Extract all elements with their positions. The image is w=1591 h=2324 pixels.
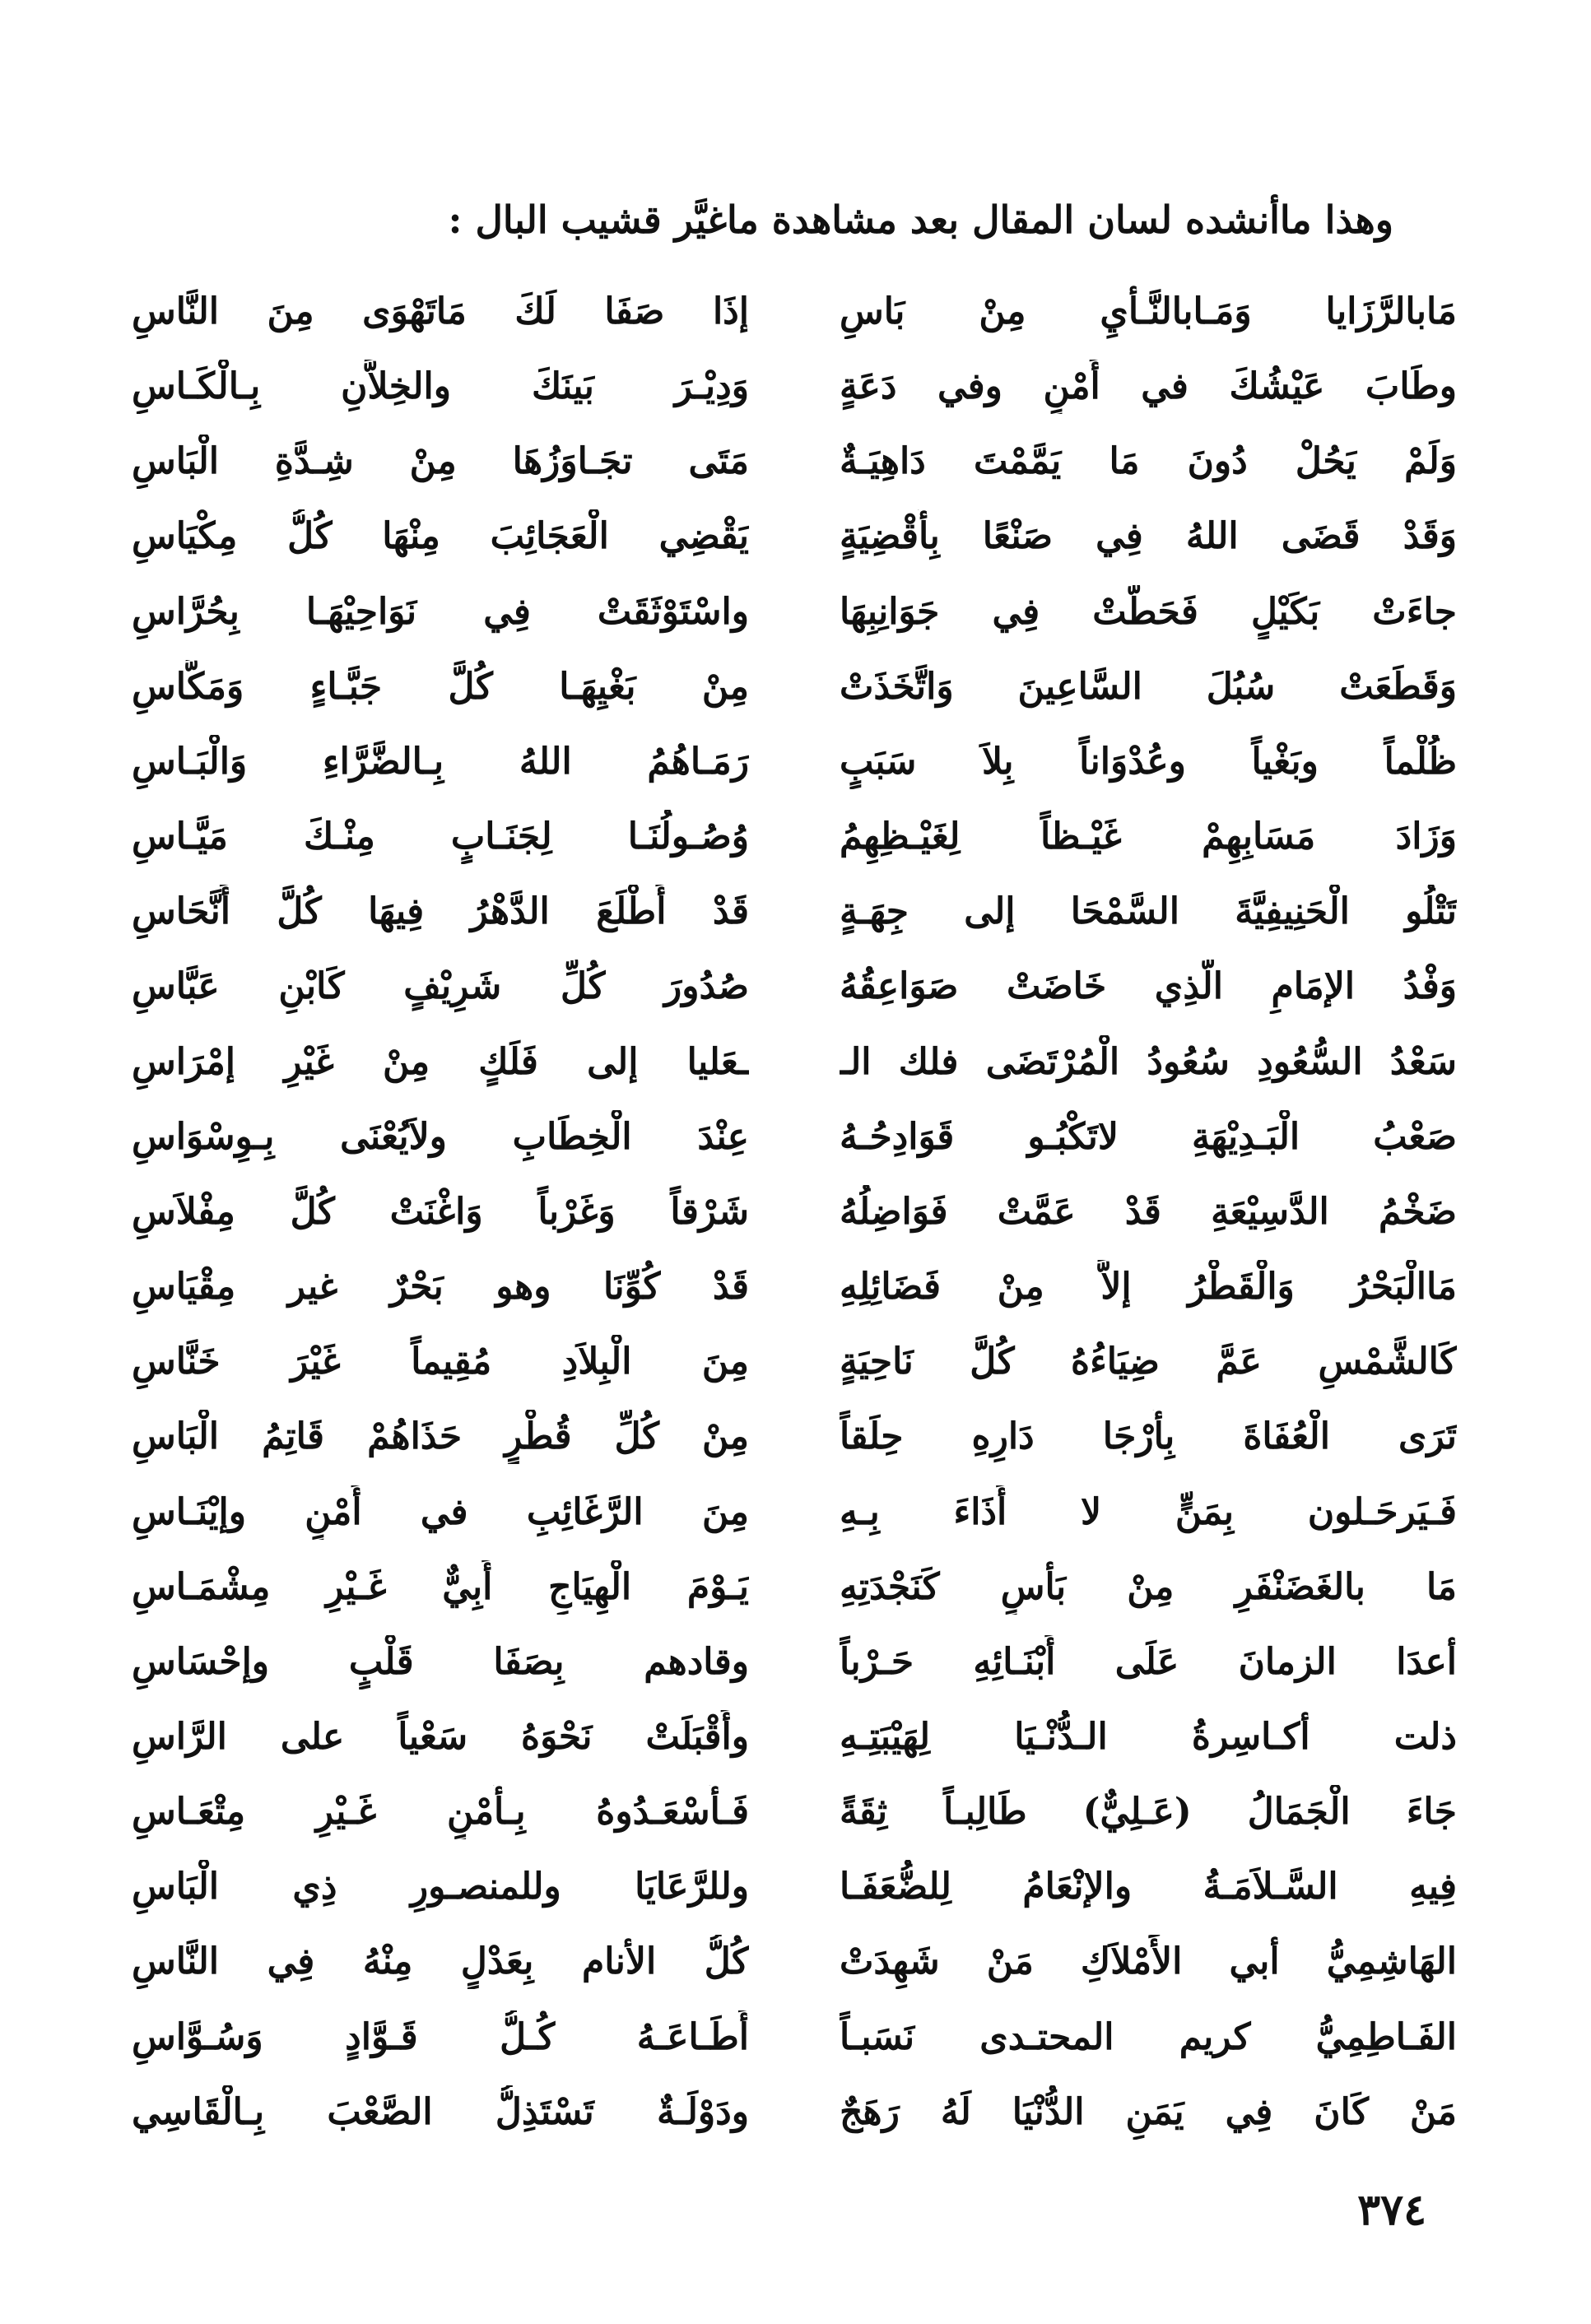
verse-first-hemistich: مَنْ كَانَ فِي يَمَنِ الدُّنْيَا لَهُ رَهَجٌ bbox=[840, 2090, 1457, 2133]
verse-row bbox=[132, 428, 1457, 495]
verse-first-hemistich: الهَاشِمِيُّ أبي الأَمْلاَكِ مَنْ شَهِدَتْ bbox=[840, 1941, 1457, 1983]
verse-second-hemistich: مِنَ الرَّغَائِبِ في أَمْنٍ وإيْنَـاسِ bbox=[132, 1490, 749, 1533]
verse-first-hemistich: سَعْدُ السُّعُودِ سُعُودُ الْمُرْتَضَى فلك الـ bbox=[840, 1040, 1457, 1083]
verse-row bbox=[132, 1853, 1457, 1921]
verse-row bbox=[132, 1703, 1457, 1771]
verse-row bbox=[132, 353, 1457, 421]
verse-second-hemistich: ودَوْلَـةٌ تَسْتَذِلُّ الصَّعْبَ بِـالْقَاسِي bbox=[132, 2090, 749, 2133]
verse-second-hemistich: إذَا صَفَا لَكَ مَاتَهْوَى مِنَ النَّاسِ bbox=[132, 290, 749, 332]
verse-second-hemistich: عِنْدَ الْخِطَابِ ولاَيُعْنَى بِـوِسْوَاسِ bbox=[132, 1115, 749, 1158]
verse-first-hemistich: تَتْلُو الْحَنِيفِيَّةَ السَّمْحَا إلى جِهَـةٍ bbox=[840, 890, 1457, 933]
verse-second-hemistich: وَدِيْـرَ بَينَكَ والخِلاَّنِ بِـالْكَـاسِ bbox=[132, 365, 749, 408]
verse-row bbox=[132, 1629, 1457, 1696]
verse-first-hemistich: وَلَمْ يَحُلْ دُونَ مَا يَمَّمْتَ دَاهِيَـةٌ bbox=[840, 440, 1457, 483]
verse-second-hemistich: قَدْ كُوِّنَا وهو بَحْرٌ غير مِقْيَاسِ bbox=[132, 1266, 749, 1308]
verse-second-hemistich: قَدْ أَطْلَعَ الدَّهْرُ فِيهَا كُلَّ أَنَّحَاسِ bbox=[132, 890, 749, 933]
verse-row bbox=[132, 1029, 1457, 1096]
verse-second-hemistich: شَرْقاً وَغَرْباً وَاغْنَتْ كُلَّ مِفْلاَسِ bbox=[132, 1190, 749, 1233]
verse-first-hemistich: مَابالرَّزَايا وَمَـابالنَّـأْيِ مِنْ بَاسِ bbox=[840, 290, 1457, 332]
verse-second-hemistich: كُلُّ الأنام بِعَدْلٍ مِنْهُ فِي النَّاسِ bbox=[132, 1941, 749, 1983]
verse-second-hemistich: رَمَـاهُمُ اللهُ بِـالضَّرَّاءِ وَالْبَـاسِ bbox=[132, 740, 749, 783]
verse-first-hemistich: مَاالْبَحْرُ وَالْقَطْرُ إلاَّ مِنْ فَضَائِلِهِ bbox=[840, 1266, 1457, 1308]
verse-second-hemistich: واسْتَوْثَقَتْ فِي نَوَاحِيْهَـا بِحُرَّاسِ bbox=[132, 590, 749, 633]
page-number: ٣٧٤ bbox=[1357, 2185, 1426, 2235]
verse-second-hemistich: مِنَ الْبِلاَدِ مُقِيماً غَيْرَ خَنَّاسِ bbox=[132, 1341, 749, 1383]
intro-line: وهذا ماأنشده لسان المقال بعد مشاهدة ماغيَّر قشيب البال : bbox=[448, 198, 1393, 242]
verse-first-hemistich: أعدَا الزمانَ عَلَى أَبْنَـائِهِ حَـرْباً bbox=[840, 1640, 1457, 1683]
verse-row bbox=[132, 803, 1457, 871]
verse-first-hemistich: مَا بالغَضَنْفَرِ مِنْ بَأْسٍ كَنَجْدَتِهِ bbox=[840, 1565, 1457, 1608]
verse-row bbox=[132, 278, 1457, 346]
verse-second-hemistich: مِنْ كُلِّ قُطْرٍ حَذَاهُمْ قَاتِمُ الْبَاسِ bbox=[132, 1415, 749, 1458]
verse-first-hemistich: وَقَطَعَتْ سُبُلَ السَّاعِينَ وَاتَّخَذَتْ bbox=[840, 665, 1457, 708]
verse-second-hemistich: يَـوْمَ الْهِيَاجِ أَبِيٌّ غَـيْرِ مِشْمَـاسِ bbox=[132, 1565, 749, 1608]
verse-row bbox=[132, 503, 1457, 570]
verse-row bbox=[132, 579, 1457, 646]
verse-second-hemistich: وُصُـولُنَـا لِجَنَـابٍ مِنْـكَ مَيَّـاسِ bbox=[132, 816, 749, 858]
verse-row bbox=[132, 1253, 1457, 1321]
verse-first-hemistich: صَعْبُ الْبَـدِيْهَةِ لاتَكْبُـو قَوَادِحُـهُ bbox=[840, 1115, 1457, 1158]
verse-first-hemistich: جاءَتْ بَكَيْلٍ فَحَطَّتْ فِي جَوَانِبِهَا bbox=[840, 590, 1457, 633]
verse-row bbox=[132, 2004, 1457, 2071]
verse-second-hemistich: ـعَليا إلى فَلَكٍ مِنْ غَيْرِ إمْرَاسِ bbox=[132, 1040, 749, 1083]
verse-row bbox=[132, 878, 1457, 946]
verse-row bbox=[132, 653, 1457, 721]
verse-row bbox=[132, 2079, 1457, 2146]
verse-row bbox=[132, 1104, 1457, 1171]
verse-second-hemistich: أَطَـاعَـهُ كُـلُّ قَـوَّادٍ وَسُـوَّاسِ bbox=[132, 2015, 749, 2058]
verse-first-hemistich: ذلت أكـاسِرةُ الـدُّنْـيَا لِهَيْبَتِـهِ bbox=[840, 1715, 1457, 1758]
verse-first-hemistich: وَقَدْ قَضَى اللهُ فِي صَنْعًا بِأَقْضِيَةٍ bbox=[840, 515, 1457, 558]
verse-first-hemistich: تَرَى الْعُفَاةَ بِأَرْجَا دَارِهِ حِلَقاً bbox=[840, 1415, 1457, 1458]
verse-first-hemistich: ضَخْمُ الدَّسِيْعَةِ قَدْ عَمَّتْ فَوَاضِلُهُ bbox=[840, 1190, 1457, 1233]
verse-row bbox=[132, 728, 1457, 796]
verse-first-hemistich: ظُلْماً وبَغْياً وعُدْوَاناً بِلاَ سَبَبٍ bbox=[840, 740, 1457, 783]
verse-second-hemistich: وللرَّعَايَا وللمنصـورِ ذِي الْبَاسِ bbox=[132, 1866, 749, 1908]
poem-block bbox=[132, 278, 1457, 2146]
verse-row bbox=[132, 1403, 1457, 1471]
verse-second-hemistich: يَقْضِي الْعَجَائِبَ مِنْهَا كُلُّ مِكْيَاسِ bbox=[132, 515, 749, 558]
verse-second-hemistich: فَـأَسْعَـدُوهُ بِـأَمْنٍ غَـيْرِ مِتْعَـاسِ bbox=[132, 1791, 749, 1834]
verse-first-hemistich: وَفْدُ الإمَامِ الَّذِي خَاضَتْ صَوَاعِقُهُ bbox=[840, 965, 1457, 1008]
verse-row bbox=[132, 1178, 1457, 1246]
verse-row bbox=[132, 1479, 1457, 1546]
verse-first-hemistich: الفَـاطِمِيُّ كريم المحتـدى نَسَبـاً bbox=[840, 2015, 1457, 2058]
verse-second-hemistich: وقادهم بِصَفَا قَلْبٍ وإحْسَاسِ bbox=[132, 1640, 749, 1683]
verse-first-hemistich: فِيهِ السَّـلاَمَـةُ والإنْعَامُ لِلضُّعَفَـا bbox=[840, 1866, 1457, 1908]
verse-second-hemistich: وأَقْبَلَتْ نَحْوَهُ سَعْياً على الرَّاسِ bbox=[132, 1715, 749, 1758]
verse-second-hemistich: صُدُورَ كُلِّ شَرِيْفٍ كَابْنِ عَبَّاسِ bbox=[132, 965, 749, 1008]
verse-row bbox=[132, 1928, 1457, 1996]
verse-row bbox=[132, 1778, 1457, 1846]
verse-row bbox=[132, 1554, 1457, 1621]
verse-first-hemistich: وطَابَ عَيْشُكَ في أَمْنٍ وفي دَعَةٍ bbox=[840, 365, 1457, 408]
verse-first-hemistich: فَـيَرحَـلون بِمَنٍّ لا أَذَاءَ بِـهِ bbox=[840, 1490, 1457, 1533]
verse-second-hemistich: مَتَى تجَـاوَزُهَا مِنْ شِـدَّةِ الْبَاسِ bbox=[132, 440, 749, 483]
verse-first-hemistich: وَزَادَ مَسَابِهِمْ غَيْـظاً لِغَيْـظِهِمُ bbox=[840, 816, 1457, 858]
verse-row bbox=[132, 1328, 1457, 1396]
verse-first-hemistich: جَاءَ الْجَمَالُ (عَـلِيٌّ) طَالِبـاً ثِقَةً bbox=[840, 1791, 1457, 1834]
verse-row bbox=[132, 953, 1457, 1020]
verse-second-hemistich: مِنْ بَغْيِهَـا كُلَّ جَبَّـاءٍ وَمَكَّاسِ bbox=[132, 665, 749, 708]
verse-first-hemistich: كَالشَّمْسِ عَمَّ ضِيَاءُهُ كُلَّ نَاحِيَةٍ bbox=[840, 1341, 1457, 1383]
